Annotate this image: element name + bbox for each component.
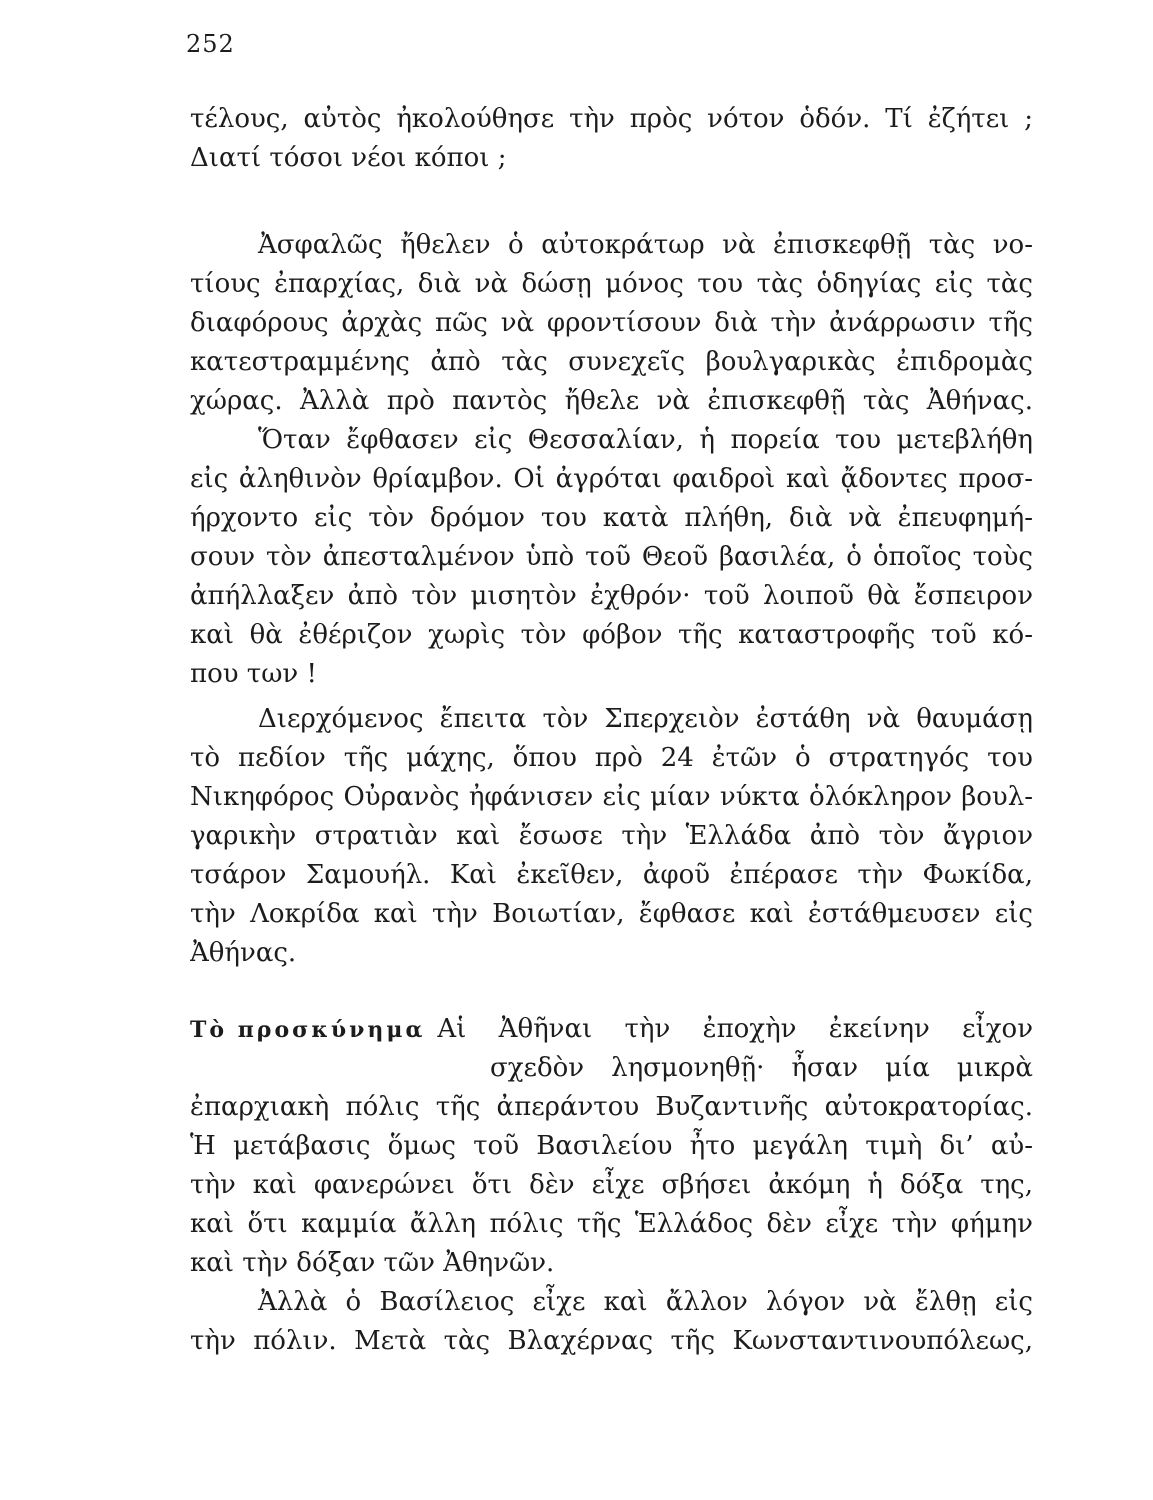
text-line: Ἀθήνας. — [190, 938, 297, 968]
text-line: κατεστραμμένης ἀπὸ τὰς συνεχεῖς βουλγαρικὰς ἐπιδρομὰς — [190, 347, 1033, 377]
text-line: τὸ πεδίον τῆς μάχης, ὅπου πρὸ 24 ἐτῶν ὁ στρατηγός του — [190, 743, 1033, 773]
text-line: Ὅταν ἔφθασεν εἰς Θεσσαλίαν, ἡ πορεία του μετεβλήθη — [258, 425, 1033, 455]
paragraph-2 — [190, 226, 1033, 694]
text-line: γαρικὴν στρατιὰν καὶ ἔσωσε τὴν Ἑλλάδα ἀπὸ τὸν ἄγριον — [190, 821, 1033, 851]
text-line: χώρας. Ἀλλὰ πρὸ παντὸς ἤθελε νὰ ἐπισκεφθῇ τὰς Ἀθήνας. — [190, 386, 1033, 416]
text-line: τίους ἐπαρχίας, διὰ νὰ δώσῃ μόνος του τὰς ὁδηγίας εἰς τὰς — [190, 269, 1033, 299]
text-line: καὶ ὅτι καμμία ἄλλη πόλις τῆς Ἑλλάδος δὲν εἶχε τὴν φήμην — [190, 1209, 1033, 1239]
text-line: ήρχοντο εἰς τὸν δρόμον του κατὰ πλήθη, διὰ νὰ ἐπευφημή- — [190, 503, 1033, 533]
text-line: Ἀλλὰ ὁ Βασίλειος εἶχε καὶ ἄλλον λόγον νὰ ἔλθῃ εἰς — [258, 1287, 1033, 1317]
text-line: τσάρον Σαμουήλ. Καὶ ἐκεῖθεν, ἀφοῦ ἐπέρασε τὴν Φωκίδα, — [190, 860, 1033, 890]
text-line: Νικηφόρος Οὐρανὸς ἠφάνισεν εἰς μίαν νύκτα ὁλόκληρον βουλ- — [190, 782, 1033, 812]
text-line: εἰς ἀληθινὸν θρίαμβον. Οἱ ἀγρόται φαιδροὶ καὶ ᾄδοντες προσ- — [190, 464, 1033, 494]
paragraph-4 — [190, 1010, 1033, 1283]
text-line: ἐπαρχιακὴ πόλις τῆς ἀπεράντου Βυζαντινῆς αὐτοκρατορίας. — [190, 1092, 1033, 1122]
paragraph-5 — [190, 1283, 1033, 1361]
text-line: διαφόρους ἀρχὰς πῶς νὰ φροντίσουν διὰ τὴν ἀνάρρωσιν τῆς — [190, 308, 1033, 338]
text-line: σουν τὸν ἀπεσταλμένον ὑπὸ τοῦ Θεοῦ βασιλέα, ὁ ὁποῖος τοὺς — [190, 542, 1033, 572]
text-line: Διερχόμενος ἔπειτα τὸν Σπερχειὸν ἐστάθη νὰ θαυμάσῃ — [258, 704, 1033, 734]
text-line: που των ! — [190, 659, 317, 689]
section-heading-line — [190, 1010, 1033, 1049]
text-line: τέλους, αὐτὸς ἠκολούθησε τὴν πρὸς νότον ὁδόν. Τί ἐζήτει ; — [190, 104, 1033, 134]
text-line: ἀπήλλαξεν ἀπὸ τὸν μισητὸν ἐχθρόν· τοῦ λοιποῦ θὰ ἔσπειρον — [190, 581, 1033, 611]
text-line: Ἀσφαλῶς ἤθελεν ὁ αὐτοκράτωρ νὰ ἐπισκεφθῇ τὰς νο- — [258, 230, 1033, 260]
text-line: τὴν Λοκρίδα καὶ τὴν Βοιωτίαν, ἔφθασε καὶ ἐστάθμευσεν εἰς — [190, 899, 1033, 929]
paragraph-1 — [190, 100, 1033, 178]
page-number: 252 — [186, 30, 235, 58]
text-line: σχεδὸν λησμονηθῇ· ἦσαν μία μικρὰ — [490, 1053, 1033, 1083]
text-line: Αἱ Ἀθῆναι τὴν ἐποχὴν ἐκείνην εἶχον — [437, 1014, 1033, 1044]
text-line: τὴν καὶ φανερώνει ὅτι δὲν εἶχε σβήσει ἀκόμη ἡ δόξα της, — [190, 1170, 1033, 1200]
text-line: Διατί τόσοι νέοι κόποι ; — [190, 143, 507, 173]
text-line: καὶ θὰ ἐθέριζον χωρὶς τὸν φόβον τῆς καταστροφῆς τοῦ κό- — [190, 620, 1033, 650]
text-line: καὶ τὴν δόξαν τῶν Ἀθηνῶν. — [190, 1248, 555, 1278]
section-side-heading: Τὸ προσκύνημα — [190, 1017, 426, 1043]
paragraph-3 — [190, 700, 1033, 973]
text-line: τὴν πόλιν. Μετὰ τὰς Βλαχέρνας τῆς Κωνσταντινουπόλεως, — [190, 1326, 1033, 1356]
text-line: Ἡ μετάβασις ὅμως τοῦ Βασιλείου ἦτο μεγάλη τιμὴ δι’ αὐ- — [190, 1131, 1033, 1161]
